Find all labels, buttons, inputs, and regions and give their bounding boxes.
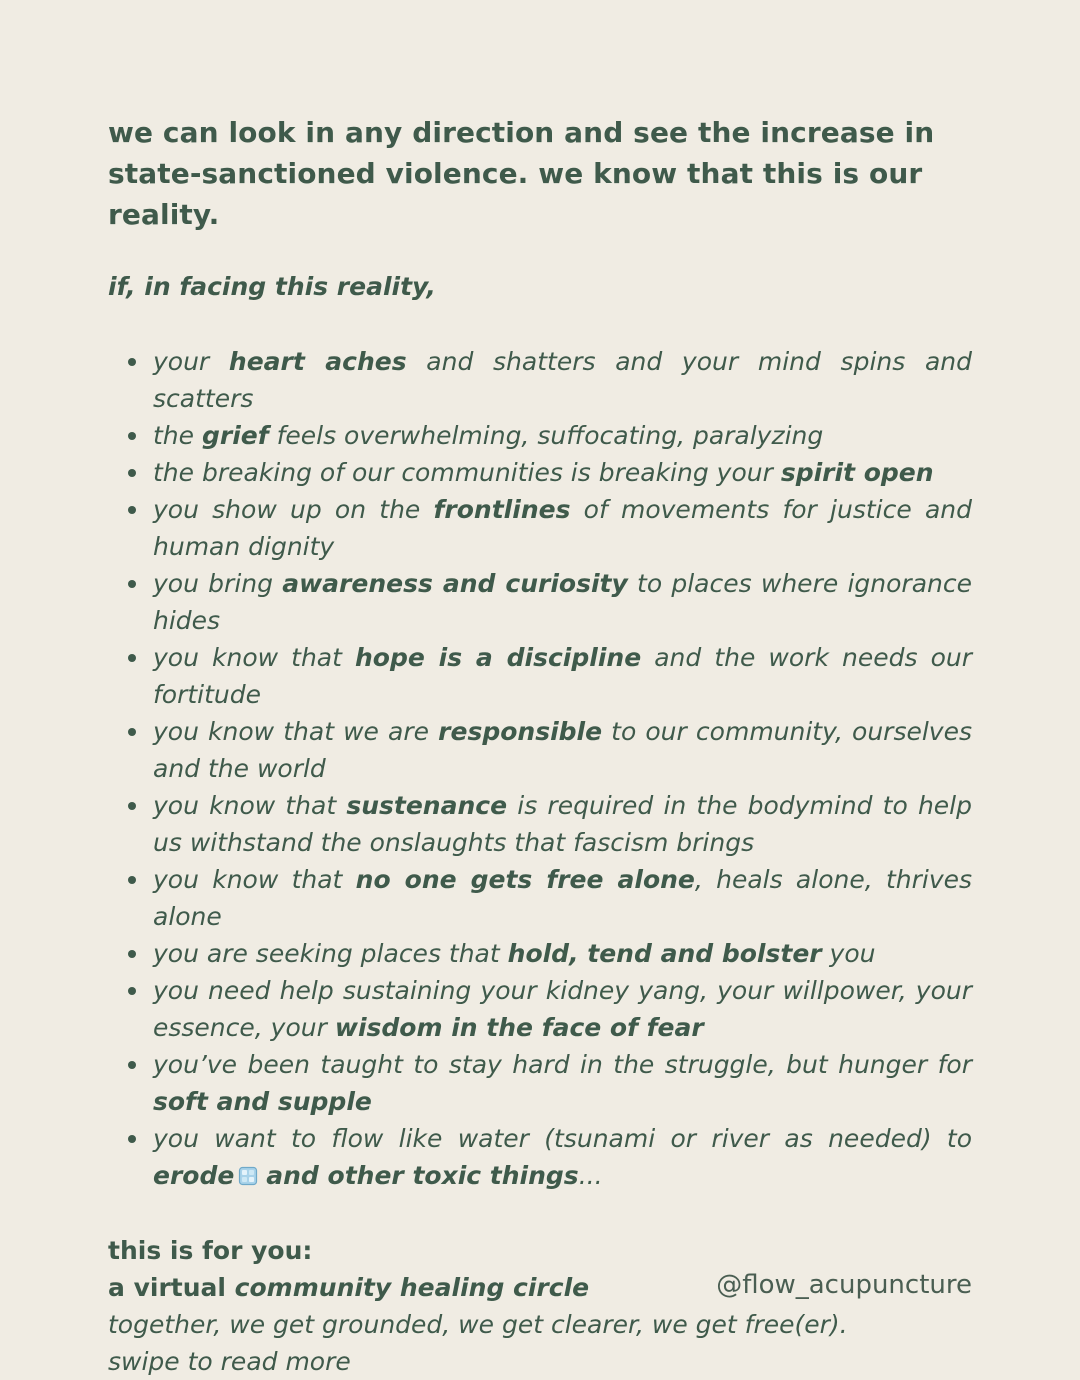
bullet-dot: [128, 358, 136, 366]
bullet-dot: [128, 728, 136, 736]
list-item: you’ve been taught to stay hard in the struggle, but hunger for soft and supple: [108, 1046, 972, 1120]
post-body: [108, 112, 972, 1380]
bullet-list: [108, 343, 972, 1194]
list-item: you need help sustaining your kidney yang, your willpower, your essence, your wisdom in the face of fear: [108, 972, 972, 1046]
intro-heading: we can look in any direction and see the increase in state-sanctioned violence. we know that this is our reality.: [108, 116, 935, 231]
list-item: you want to flow like water (tsunami or river as needed) to erode and other toxic things...: [108, 1120, 972, 1194]
closing-block: [108, 1232, 972, 1380]
emphasis: awareness and curiosity: [282, 569, 628, 598]
emphasis: wisdom in the face of fear: [334, 1013, 704, 1042]
closing-line-for-you: this is for you:: [108, 1236, 313, 1265]
list-item: your heart aches and shatters and your mind spins and scatters: [108, 343, 972, 417]
bullet-dot: [128, 469, 136, 477]
bullet-dot: [128, 654, 136, 662]
closing-line-together: together, we get grounded, we get clearer, we get free(er).: [108, 1310, 848, 1339]
bullet-dot: [128, 1135, 136, 1143]
emphasis: hold, tend and bolster: [507, 939, 822, 968]
emphasis: community healing circle: [234, 1273, 590, 1302]
emphasis: hope is a discipline: [355, 643, 642, 672]
list-item: you know that sustenance is required in the bodymind to help us withstand the onslaughts that fascism brings: [108, 787, 972, 861]
list-item: the grief feels overwhelming, suffocating, paralyzing: [108, 417, 972, 454]
bullet-dot: [128, 580, 136, 588]
list-item: you know that we are responsible to our community, ourselves and the world: [108, 713, 972, 787]
list-item: you show up on the frontlines of movements for justice and human dignity: [108, 491, 972, 565]
bullet-dot: [128, 432, 136, 440]
emphasis: heart aches: [228, 347, 407, 376]
list-item: you know that no one gets free alone, heals alone, thrives alone: [108, 861, 972, 935]
lead-line: if, in facing this reality,: [108, 272, 436, 301]
list-item: you are seeking places that hold, tend and bolster you: [108, 935, 972, 972]
list-item: the breaking of our communities is breaking your spirit open: [108, 454, 972, 491]
emphasis: erode: [153, 1161, 235, 1190]
bullet-dot: [128, 1061, 136, 1069]
bullet-dot: [128, 987, 136, 995]
emphasis: sustenance: [346, 791, 508, 820]
ice-cube-icon: [238, 1159, 258, 1179]
list-item: you know that hope is a discipline and the work needs our fortitude: [108, 639, 972, 713]
emphasis: responsible: [438, 717, 603, 746]
emphasis: soft and supple: [153, 1087, 372, 1116]
bullet-dot: [128, 950, 136, 958]
swipe-hint: swipe to read more: [108, 1347, 351, 1376]
account-handle: @flow_acupuncture: [716, 1270, 972, 1300]
emphasis: spirit open: [780, 458, 934, 487]
emphasis: frontlines: [433, 495, 571, 524]
bullet-dot: [128, 876, 136, 884]
emphasis: and other toxic things: [266, 1161, 579, 1190]
emphasis: no one gets free alone: [355, 865, 695, 894]
bullet-dot: [128, 802, 136, 810]
bullet-dot: [128, 506, 136, 514]
list-item: you bring awareness and curiosity to places where ignorance hides: [108, 565, 972, 639]
emphasis: grief: [201, 421, 269, 450]
closing-line-circle: a virtual community healing circle: [108, 1273, 590, 1302]
